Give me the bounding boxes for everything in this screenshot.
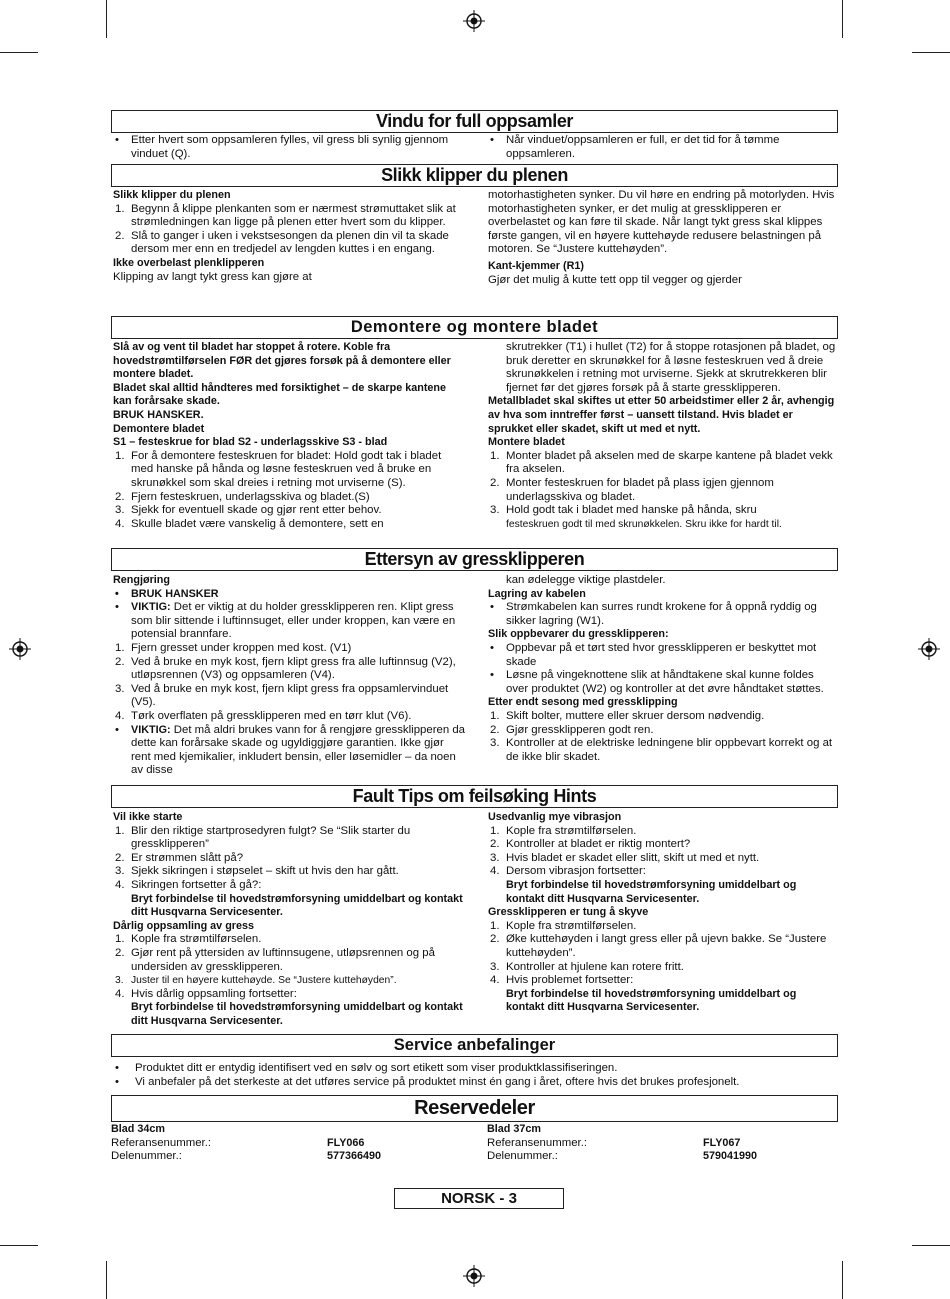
field-value: 577366490: [327, 1150, 382, 1163]
parts-column: [487, 1123, 847, 1164]
subheading: Rengjøring: [113, 574, 170, 586]
warning-text: Bladet skal alltid håndteres med forsiktighet – de skarpe kantene kan forårsake skade.: [113, 381, 447, 408]
list-item: 2. Slå to ganger i uken i vekstsesongen da plenen din vil ta skade dersom mer enn en tredjedel av lengden kuttes i en engang.: [115, 229, 449, 256]
crop-mark: [912, 52, 950, 53]
subheading: Vil ikke starte: [113, 811, 183, 823]
registration-mark-icon: [9, 638, 31, 660]
field-value: FLY066: [327, 1136, 365, 1149]
bullet-item: • Produktet ditt er entydig identifisert ved en sølv og sort etikett som viser produktklassifiseringen.: [115, 1062, 618, 1074]
bullet-item: • BRUK HANSKER: [115, 587, 219, 600]
part-title: Blad 37cm: [487, 1123, 542, 1135]
paragraph: motorhastigheten synker. Du vil høre en endring på motorlyden. Hvis motorhastigheten synker, er det mulig at gressklipperen er overbelastet og kan føre til skade. Når langt tykt gress skal klippes første gangen, vil en høyere kuttehøyde redusere belastningen på motoren. Se “Justere kuttehøyden”.: [488, 189, 835, 256]
list-item: 2. Øke kuttehøyden i langt gress eller på ujevn bakke. Se “Justere kuttehøyden”.: [490, 933, 827, 959]
list-item: 1. Monter bladet på akselen med de skarpe kantene på bladet vekk fra akselen.: [490, 449, 833, 476]
bullet-item: • VIKTIG: Det er viktig at du holder gressklipperen ren. Klipt gress som blir sittende i luftinnsuget, eller under kroppen, kan være en potensial brannfare.: [115, 601, 456, 641]
bullet-item: • Vi anbefaler på det sterkeste at det utføres service på produktet minst én gang i året, oftere hvis det brukes profesjonelt.: [115, 1075, 740, 1088]
section-heading: Slikk klipper du plenen: [111, 164, 838, 187]
section-heading: Ettersyn av gressklipperen: [111, 548, 838, 571]
list-item: 4. Hvis dårlig oppsamling fortsetter:: [115, 987, 297, 1000]
list-item: 1. Kople fra strømtilførselen.: [490, 824, 637, 837]
list-item: 1. Fjern gresset under kroppen med kost. (V1): [115, 641, 352, 654]
list-item: 1. Begynn å klippe plenkanten som er nærmest strømuttaket slik at strømledningen kan ligge på plenen etter hvert som du klipper.: [115, 202, 456, 229]
crop-mark: [0, 1245, 38, 1246]
subheading: Etter endt sesong med gressklipping: [488, 696, 678, 709]
list-item: 1. For å demontere festeskruen for bladet: Hold godt tak i bladet med hanske på hånda og løsne festeskruen ved å bruke en skrunøkkel som skal dreies i retning mot urviserne (S).: [115, 449, 442, 489]
subheading: Slikk klipper du plenen: [113, 189, 231, 201]
subheading: Gressklipperen er tung å skyve: [488, 906, 649, 919]
section-heading: Service anbefalinger: [111, 1034, 838, 1057]
section-column: [113, 574, 465, 778]
subheading: Lagring av kabelen: [488, 587, 586, 600]
list-item: 1. Kople fra strømtilførselen.: [490, 919, 637, 932]
paragraph: Gjør det mulig å kutte tett opp til vegger og gjerder: [488, 273, 742, 286]
section-column: [488, 134, 838, 161]
warning-text: Bryt forbindelse til hovedstrømforsyning umiddelbart og kontakt ditt Husqvarna Servicesenter.: [131, 892, 463, 919]
field-label: Delenummer.:: [487, 1150, 558, 1163]
subheading: Slik oppbevarer du gressklipperen:: [488, 628, 669, 641]
list-item: 3. Sjekk for eventuell skade og gjør rent etter behov.: [115, 504, 382, 517]
paragraph: festeskruen godt til med skrunøkkelen. Skru ikke for hardt til.: [506, 518, 782, 530]
paragraph: kan ødelegge viktige plastdeler.: [506, 574, 666, 586]
list-item: 2. Gjør gressklipperen godt ren.: [490, 723, 654, 736]
field-label: Referansenummer.:: [487, 1136, 588, 1149]
section-column: [113, 811, 465, 1029]
list-item: 3. Kontroller at de elektriske ledningene blir oppbevart korrekt og at de ikke blir skadet.: [490, 737, 833, 763]
crop-mark: [842, 0, 843, 38]
list-item: 4. Hvis problemet fortsetter:: [490, 974, 634, 987]
bullet-item: • Når vinduet/oppsamleren er full, er det tid for å tømme oppsamleren.: [490, 134, 780, 160]
warning-text: Slå av og vent til bladet har stoppet å rotere. Koble fra hovedstrømtilførselen FØR det gjøres forsøk på å demontere eller montere bladet.: [113, 341, 451, 381]
bullet-item: • Løsne på vingeknottene slik at håndtakene skal kunne foldes over produktet (W2) og kontroller at det øvre håndtaket støttes.: [490, 669, 824, 695]
section-heading: Vindu for full oppsamler: [111, 110, 838, 133]
list-item: 4. Skulle bladet være vanskelig å demontere, sett en: [115, 517, 384, 530]
list-item: 2. Ved å bruke en myk kost, fjern klipt gress fra alle luftinnsug (V2), utløpsrennen (V3) og oppsamleren (V4).: [115, 655, 456, 682]
subheading: Dårlig oppsamling av gress: [113, 919, 255, 932]
warning-text: Metallbladet skal skiftes ut etter 50 arbeidstimer eller 2 år, avhengig av hva som inntreffer først – uansett tilstand. Hvis bladet er sprukket eller skadet, skift ut med et nytt.: [488, 395, 835, 435]
field-value: FLY067: [703, 1136, 741, 1149]
list-item: 4. Tørk overflaten på gressklipperen med en tørr klut (V6).: [115, 709, 412, 722]
bullet-item: • Etter hvert som oppsamleren fylles, vil gress bli synlig gjennom vinduet (Q).: [115, 134, 449, 160]
subheading: Usedvanlig mye vibrasjon: [488, 811, 622, 823]
registration-mark-icon: [463, 10, 485, 32]
section-column: [113, 341, 465, 531]
crop-mark: [842, 1261, 843, 1299]
list-item: 1. Blir den riktige startprosedyren fulgt? Se “Slik starter du gressklipperen”: [115, 824, 411, 851]
list-item: 3. Hvis bladet er skadet eller slitt, skift ut med et nytt.: [490, 851, 760, 864]
list-item: 3. Juster til en høyere kuttehøyde. Se “Justere kuttehøyden”.: [115, 975, 397, 987]
section-column: [488, 574, 836, 764]
list-item: 2. Gjør rent på yttersiden av luftinnsugene, utløpsrennen og på undersiden av gressklipperen.: [115, 946, 435, 973]
section-column: [488, 811, 836, 1015]
parts-column: [111, 1123, 471, 1164]
bullet-item: • Oppbevar på et tørt sted hvor gressklipperen er beskyttet mot skade: [490, 641, 817, 668]
subheading: Demontere bladet: [113, 422, 205, 435]
section-column: [113, 189, 465, 284]
section-heading: Reservedeler: [111, 1095, 838, 1122]
bullet-item: • VIKTIG: Det må aldri brukes vann for å rengjøre gressklipperen da dette kan forårsake skade og ugyldiggjøre garantien. Ikke gjør rent med kjemikalier, inkludert bensin, eller løsemidler – da noen av disse: [115, 723, 465, 777]
registration-mark-icon: [918, 638, 940, 660]
list-item: 1. Kople fra strømtilførselen.: [115, 933, 262, 946]
field-value: 579041990: [703, 1150, 758, 1163]
list-item: 2. Monter festeskruen for bladet på plass igjen gjennom underlagsskiva og bladet.: [490, 476, 774, 503]
part-title: Blad 34cm: [111, 1123, 166, 1135]
section-body: [113, 1062, 853, 1089]
list-item: 3. Kontroller at hjulene kan rotere fritt.: [490, 960, 684, 973]
list-item: 3. Hold godt tak i bladet med hanske på hånda, skru: [490, 504, 757, 517]
section-column: [113, 134, 463, 161]
list-item: 3. Ved å bruke en myk kost, fjern klipt gress fra oppsamlervinduet (V5).: [115, 682, 449, 709]
list-item: 2. Fjern festeskruen, underlagsskiva og bladet.(S): [115, 490, 370, 503]
parts-legend: S1 – festeskrue for blad S2 - underlagsskive S3 - blad: [113, 436, 388, 449]
crop-mark: [106, 0, 107, 38]
subheading: Montere bladet: [488, 436, 565, 449]
section-heading: Fault Tips om feilsøking Hints: [111, 785, 838, 808]
list-item: 2. Kontroller at bladet er riktig montert?: [490, 838, 691, 851]
warning-text: Bryt forbindelse til hovedstrømforsyning umiddelbart og kontakt ditt Husqvarna Servicesenter.: [506, 878, 797, 905]
paragraph: Klipping av langt tykt gress kan gjøre at: [113, 270, 312, 283]
paragraph: skrutrekker (T1) i hullet (T2) for å stoppe rotasjonen på bladet, og bruk deretter en skrunøkkel for å løsne festeskruen ved å dreie skrunøkkelen i retning mot urviserne. Sjekk at skrutrekkeren blir fjernet før det gjøres forsøk på å starte gressklipperen.: [506, 341, 836, 394]
field-label: Delenummer.:: [111, 1150, 182, 1163]
list-item: 1. Skift bolter, muttere eller skruer dersom nødvendig.: [490, 709, 765, 722]
crop-mark: [0, 52, 38, 53]
section-column: [488, 341, 836, 531]
warning-text: Bryt forbindelse til hovedstrømforsyning umiddelbart og kontakt ditt Husqvarna Servicesenter.: [506, 987, 797, 1014]
field-label: Referansenummer.:: [111, 1136, 212, 1149]
section-heading: Demontere og montere bladet: [111, 316, 838, 339]
crop-mark: [912, 1245, 950, 1246]
bullet-item: • Strømkabelen kan surres rundt krokene for å oppnå ryddig og sikker lagring (W1).: [490, 601, 817, 627]
page-number: NORSK - 3: [394, 1188, 564, 1209]
registration-mark-icon: [463, 1265, 485, 1287]
list-item: 4. Dersom vibrasjon fortsetter:: [490, 865, 646, 878]
warning-text: Bryt forbindelse til hovedstrømforsyning umiddelbart og kontakt ditt Husqvarna Servicesenter.: [131, 1001, 463, 1027]
section-column: [488, 189, 836, 287]
warning-text: BRUK HANSKER.: [113, 408, 204, 421]
subheading: Kant-kjemmer (R1): [488, 259, 584, 272]
list-item: 2. Er strømmen slått på?: [115, 851, 244, 864]
crop-mark: [106, 1261, 107, 1299]
list-item: 3. Sjekk sikringen i støpselet – skift ut hvis den har gått.: [115, 865, 399, 878]
subheading: Ikke overbelast plenklipperen: [113, 256, 265, 269]
list-item: 4. Sikringen fortsetter å gå?:: [115, 878, 262, 891]
